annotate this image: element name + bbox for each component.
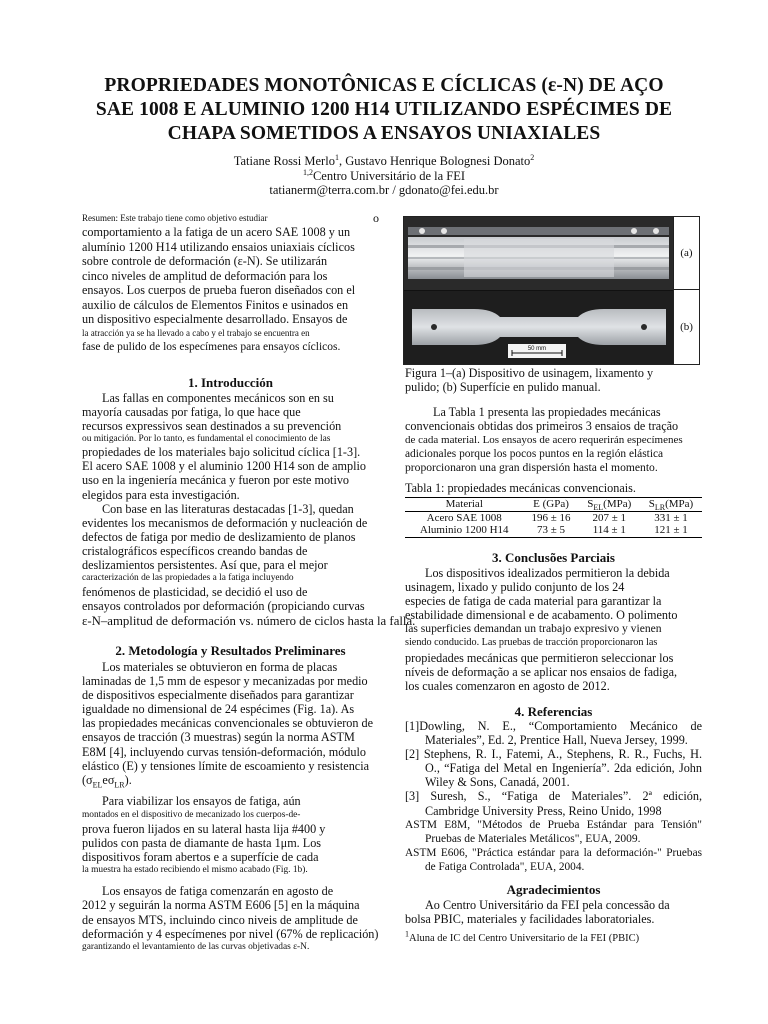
section-2-heading: 2. Metodología y Resultados Preliminares <box>115 643 346 658</box>
body-line: elástico (E) y tensiones límite de escoamiento y resistencia <box>82 758 369 773</box>
body-line: Ao Centro Universitário da FEI pela concessão da <box>425 898 670 912</box>
section-3-heading: 3. Conclusões Parciais <box>492 550 615 565</box>
table-cell: 121 ± 1 <box>654 524 688 537</box>
body-line <box>82 772 379 790</box>
figure-1 <box>403 216 700 365</box>
abstract-line: sobre controle de deformación (ε-N). Se utilizarán <box>82 254 328 268</box>
table-header: Material <box>445 498 483 511</box>
reference-item: [1]Dowling, N. E., “Comportamiento Mecánico de Materiales”, Ed. 2, Prentice Hall, Nueva Jersey, 1999. <box>405 719 702 748</box>
section-referencias <box>405 704 702 874</box>
table-caption: Tabla 1: propiedades mecánicas convencionais. <box>405 481 636 495</box>
body-line: de dispositivos especialmente diseñados para garantizar <box>82 688 354 703</box>
table-row <box>405 524 702 537</box>
body-line: montados en el dispositivo de mecanizado los cuerpos-de- <box>82 809 301 820</box>
reference-item: [3] Suresh, S., “Fatiga de Materiales”. 2ª edición, Cambridge University Press, Reino Unido, 1998 <box>405 789 702 818</box>
reference-item: ASTM E606, "Práctica estándar para la deformación-" Pruebas de Fatiga Controlada", EUA, 2004. <box>405 846 702 873</box>
scale-bar-label: 50 mm <box>527 346 547 352</box>
body-line: Los dispositivos idealizados permitieron la debida <box>425 566 670 580</box>
abstract-line-1 <box>82 212 379 225</box>
body-line: propiedades de los materiales bajo solicitud cíclica [1-3]. <box>82 445 361 460</box>
body-line: pulidos con pasta de diamante de hasta 1μm. Los <box>82 836 322 851</box>
body-line: La Tabla 1 presenta las propiedades mecánicas <box>433 405 661 419</box>
reference-item: ASTM E8M, "Métodos de Prueba Estándar para Tensión" Pruebas de Materiales Metálicos", EUA, 2009. <box>405 818 702 845</box>
figure-labels <box>673 217 699 364</box>
body-line: caracterización de las propiedades a la fatiga incluyendo <box>82 573 294 584</box>
section-4-heading: 4. Referencias <box>514 704 593 719</box>
ack-heading: Agradecimientos <box>506 882 601 897</box>
abstract-line-1-tail: o <box>373 211 379 225</box>
section-introduccion <box>82 374 416 629</box>
header-s-el-sub: EL <box>593 503 604 513</box>
body-line: Las fallas en componentes mecánicos son en su <box>102 391 334 405</box>
abstract-line: ensayos. Los cuerpos de prueba fueron diseñados con el <box>82 283 356 297</box>
body-line: evidentes los mecanismos de deformación y nucleación de <box>82 515 368 530</box>
author-names <box>60 154 708 169</box>
section-metodologia <box>82 642 379 954</box>
abstract <box>82 212 379 356</box>
abstract-line: alumínio 1200 H14 utilizando ensaios uniaxiais cíclicos <box>82 239 355 254</box>
body-line: E8M [4], incluyendo curvas tensión-deformación, módulo <box>82 744 366 759</box>
sigma-2: eσ <box>102 772 115 787</box>
body-line: de ensayos MTS, incluindo cinco niveis de amplitude de <box>82 912 358 927</box>
caption-line: pulido; (b) Superfície en pulido manual. <box>405 380 601 395</box>
author-block <box>60 154 708 198</box>
sigma-end: ). <box>124 772 132 787</box>
footnote-text: Aluna de IC del Centro Universitario de la FEI (PBIC) <box>409 933 640 945</box>
body-line: la muestra ha estado recibiendo el mismo acabado (Fig. 1b). <box>82 865 308 876</box>
table-header-row <box>405 498 702 512</box>
abstract-line: fase de pulido de los especímenes para ensayos cíclicos. <box>82 340 341 353</box>
figure-label-a: (a) <box>674 217 699 290</box>
table-1 <box>405 481 702 538</box>
body-line: Los materiales se obtuvieron en forma de placas <box>102 660 338 674</box>
specimen-photo-drawing <box>404 217 673 364</box>
table-row <box>405 511 702 524</box>
header-s-lr-sub: LR <box>654 503 666 513</box>
body-line: ensayos controlados por deformación (propiciando curvas <box>82 599 365 614</box>
abstract-line: un dispositivo especialmente desarrollado. Ensayos de <box>82 312 348 326</box>
body-line: elegidos para esta investigación. <box>82 487 240 502</box>
table-cell: 207 ± 1 <box>592 511 627 524</box>
affiliation <box>60 169 708 184</box>
body-line: prova fueron lijados en su lateral hasta lija #400 y <box>82 822 326 837</box>
body-line: convencionais obtidas dos primeiros 3 ensaios de tração <box>405 419 679 434</box>
body-line: Los ensayos de fatiga comenzarán en agosto de <box>102 884 334 899</box>
body-line: las propiedades mecánicas convencionales se obtuvieron de <box>82 716 374 731</box>
author-2: , Gustavo Henrique Bolognesi Donato <box>338 154 531 168</box>
table-cell: 196 ± 16 <box>531 511 571 524</box>
specimen-photo <box>404 217 673 364</box>
body-line: estabilidade dimensional e de acabamento. O polimento <box>405 608 678 623</box>
body-line: cristalográficos específicos creando bandas de <box>82 543 308 558</box>
body-line: 2012 y seguirán la norma ASTM E606 [5] en la máquina <box>82 898 360 913</box>
body-line: de cada material. Los ensayos de acero requerirán especímenes <box>405 434 683 447</box>
body-line: las superficies demandan un trabajo expresivo y vienen <box>405 622 662 636</box>
author-emails: tatianerm@terra.com.br / gdonato@fei.edu.br <box>269 183 499 197</box>
affiliation-text: Centro Universitário de la FEI <box>312 168 466 183</box>
abstract-line: comportamiento a la fatiga de un acero SAE 1008 y un <box>82 225 351 239</box>
table-cell: 73 ± 5 <box>536 524 566 537</box>
body-line: propiedades mecánicas que permitieron seleccionar los <box>405 650 674 665</box>
figure-caption <box>405 366 702 394</box>
title-line-2: SAE 1008 E ALUMINIO 1200 H14 UTILIZANDO ESPÉCIMES DE <box>95 99 673 120</box>
body-line: El acero SAE 1008 y el aluminio 1200 H14 son de amplio <box>82 459 366 474</box>
footnote <box>405 929 702 946</box>
body-line: fenómenos de plasticidad, se decidió el uso de <box>82 585 308 600</box>
table-cell: 331 ± 1 <box>654 511 688 524</box>
body-line: bolsa PBIC, materiales y facilidades laboratoriales. <box>405 912 655 927</box>
footnote-sup: 1 <box>405 929 409 939</box>
body-line: siendo conducido. Las pruebas de tracción proporcionaron las <box>405 637 658 649</box>
body-line: igualdade no dimensional de 24 espécimes (Fig. 1a). As <box>82 702 355 717</box>
table-header <box>579 498 640 512</box>
body-line: uso en la ingeniería mecánica y fueron por este motivo <box>82 473 350 488</box>
body-line: Para viabilizar los ensayos de fatiga, aún <box>102 793 301 808</box>
properties-table <box>405 497 702 538</box>
header-s-el: S <box>587 498 594 511</box>
figure-label-b: (b) <box>680 320 693 333</box>
abstract-line: la atracción ya se ha llevado a cabo y el trabajo se encuentra en <box>82 327 310 338</box>
body-line: recursos expressivos sean destinados a su prevención <box>82 419 342 434</box>
table-header <box>640 498 702 512</box>
body-line: especies de fatiga de cada material para garantizar la <box>405 594 662 609</box>
body-line: ε-N–amplitud de deformación vs. número de ciclos hasta la falla. <box>82 614 416 629</box>
body-line: usinagem, lixado y pulido conjunto de los 24 <box>405 580 625 595</box>
table-header: E (GPa) <box>533 498 569 511</box>
body-line: deformación y 4 especímenes por nivel (67% de replicación) <box>82 926 379 941</box>
paper-title <box>60 74 708 146</box>
body-line: adicionales porque los pocos puntos en la región elástica <box>405 448 664 461</box>
affiliation-sup: 1,2 <box>302 167 313 177</box>
header-s-lr: S <box>648 498 655 511</box>
table-cell: 114 ± 1 <box>592 524 626 537</box>
sigma-1: (σ <box>82 772 93 787</box>
body-line: níveis de deformação a se aplicar nos ensaios de fadiga, <box>405 664 678 679</box>
title-line-1: PROPRIEDADES MONOTÔNICAS E CÍCLICAS (ε-N) DE AÇO <box>104 75 664 96</box>
author-1-sup: 1 <box>334 152 339 162</box>
body-line: ou mitigación. Por lo tanto, es fundamental el conocimiento de las <box>82 434 331 445</box>
section-conclusoes <box>405 549 702 693</box>
body-line: ensayos de tracción (3 muestras) según la norma ASTM <box>82 730 355 745</box>
body-line: garantizando el levantamiento de las curvas objetivadas ε-N. <box>82 941 310 952</box>
table-cell: Aluminio 1200 H14 <box>419 524 509 537</box>
body-line: proporcionaron una gran dispersión hasta el momento. <box>405 461 658 475</box>
table-intro <box>405 405 702 475</box>
body-line: mayoría causadas por fatiga, lo que hace que <box>82 405 301 420</box>
author-2-sup: 2 <box>530 152 535 162</box>
abstract-line: cinco niveles de amplitud de deformación para los <box>82 268 328 283</box>
sigma-2-sub: LR <box>114 780 125 790</box>
header-s-lr-unit: (MPa) <box>665 498 694 511</box>
body-line: dispositivos foram abertos e a superfície de cada <box>82 850 319 865</box>
author-1: Tatiane Rossi Merlo <box>233 154 335 168</box>
body-line: defectos de fatiga por medio de deslizamiento de planos <box>82 529 356 544</box>
header-s-el-unit: (MPa) <box>603 498 632 511</box>
title-line-3: CHAPA SOMETIDOS A ENSAYOS UNIAXIALES <box>167 123 601 144</box>
sigma-1-sub: EL <box>92 780 103 790</box>
abstract-line-1-text: Resumen: Este trabajo tiene como objetivo estudiar <box>82 213 268 223</box>
body-line: Con base en las literaturas destacadas [1-3], quedan <box>102 501 354 516</box>
abstract-line: auxilio de cálculos de Elementos Finitos e usinados en <box>82 297 349 312</box>
section-agradecimientos <box>405 881 702 946</box>
body-line: laminadas de 1,5 mm de espesor y mecanizadas por medio <box>82 674 368 689</box>
section-1-heading: 1. Introducción <box>188 375 273 390</box>
body-line: deslizamientos persistentes. Así que, para el mejor <box>82 558 328 573</box>
caption-line: Figura 1–(a) Dispositivo de usinagem, lixamento y <box>405 366 654 380</box>
reference-item: [2] Stephens, R. I., Fatemi, A., Stephens, R. R., Fuchs, H. O., “Fatiga del Metal en Ingeniería”. 2da edición, John Wiley & Sons, Canadá, 2001. <box>405 747 702 790</box>
body-line: los cuales comenzaron en agosto de 2012. <box>405 678 610 693</box>
table-cell: Acero SAE 1008 <box>426 511 502 524</box>
